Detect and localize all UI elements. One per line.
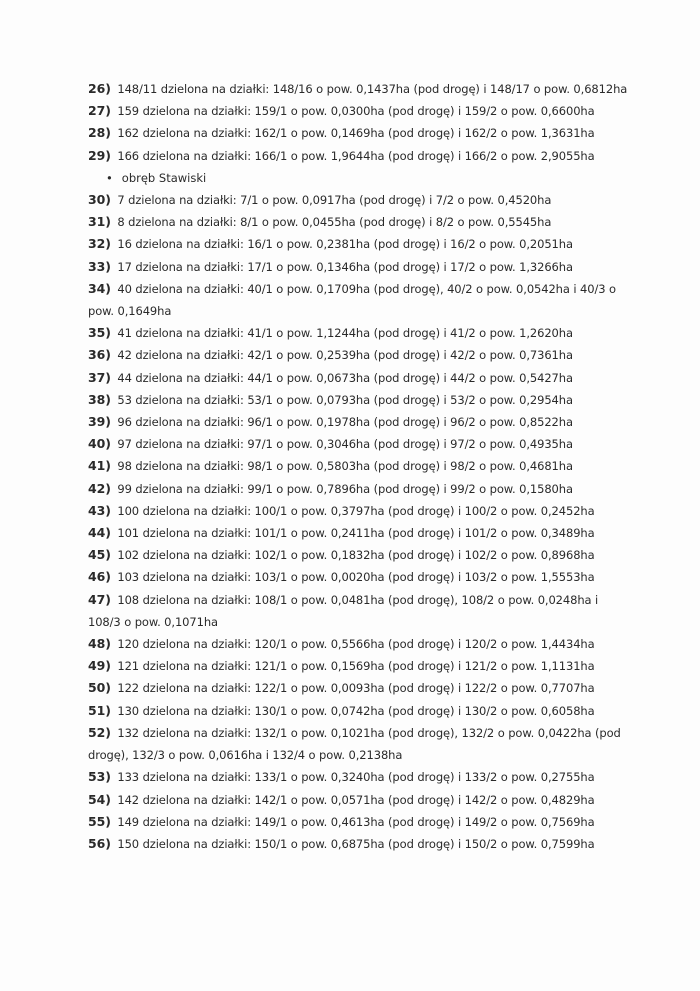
list-item: [88, 789, 630, 811]
item-number: 35): [88, 325, 111, 341]
list-item: [88, 655, 630, 677]
item-number: 55): [88, 813, 111, 829]
item-number: 54): [88, 791, 111, 807]
item-number: 33): [88, 258, 111, 274]
item-text: 121 dzielona na działki: 121/1 o pow. 0,1569ha (pod drogę) i 121/2 o pow. 1,1131ha: [117, 659, 595, 674]
item-number: 28): [88, 125, 111, 141]
list-item: [88, 478, 630, 500]
list-item: [88, 256, 630, 278]
item-number: 48): [88, 636, 111, 652]
item-text: 17 dzielona na działki: 17/1 o pow. 0,1346ha (pod drogę) i 17/2 o pow. 1,3266ha: [117, 259, 573, 274]
item-text: 98 dzielona na działki: 98/1 o pow. 0,5803ha (pod drogę) i 98/2 o pow. 0,4681ha: [117, 459, 573, 474]
item-number: 43): [88, 502, 111, 518]
item-text: 166 dzielona na działki: 166/1 o pow. 1,9644ha (pod drogę) i 166/2 o pow. 2,9055ha: [117, 148, 595, 163]
item-number: 49): [88, 658, 111, 674]
item-number: 31): [88, 214, 111, 230]
list-item: [88, 811, 630, 833]
list-item: [88, 677, 630, 699]
item-number: 32): [88, 236, 111, 252]
list-item: [88, 566, 630, 588]
list-item: [88, 411, 630, 433]
item-number: 34): [88, 280, 111, 296]
item-text: 132 dzielona na działki: 132/1 o pow. 0,1021ha (pod drogę), 132/2 o pow. 0,0422ha (pod drogę), 132/3 o pow. 0,0616ha i 132/4 o pow. 0,2138ha: [88, 725, 621, 763]
list-item: [88, 833, 630, 855]
item-text: 150 dzielona na działki: 150/1 o pow. 0,6875ha (pod drogę) i 150/2 o pow. 0,7599ha: [117, 836, 595, 851]
item-text: 8 dzielona na działki: 8/1 o pow. 0,0455ha (pod drogę) i 8/2 o pow. 0,5545ha: [117, 215, 552, 230]
item-number: 51): [88, 702, 111, 718]
item-number: 56): [88, 835, 111, 851]
list-item: [88, 455, 630, 477]
item-text: 97 dzielona na działki: 97/1 o pow. 0,3046ha (pod drogę) i 97/2 o pow. 0,4935ha: [117, 437, 573, 452]
list-item: [88, 122, 630, 144]
item-text: 96 dzielona na działki: 96/1 o pow. 0,1978ha (pod drogę) i 96/2 o pow. 0,8522ha: [117, 415, 573, 430]
parcel-list-part-1: [88, 78, 630, 167]
list-item: [88, 367, 630, 389]
item-text: 102 dzielona na działki: 102/1 o pow. 0,1832ha (pod drogę) i 102/2 o pow. 0,8968ha: [117, 548, 595, 563]
list-item: [88, 189, 630, 211]
item-number: 40): [88, 436, 111, 452]
item-text: 99 dzielona na działki: 99/1 o pow. 0,7896ha (pod drogę) i 99/2 o pow. 0,1580ha: [117, 481, 573, 496]
item-text: 122 dzielona na działki: 122/1 o pow. 0,0093ha (pod drogę) i 122/2 o pow. 0,7707ha: [117, 681, 595, 696]
item-text: 149 dzielona na działki: 149/1 o pow. 0,4613ha (pod drogę) i 149/2 o pow. 0,7569ha: [117, 814, 595, 829]
item-number: 52): [88, 724, 111, 740]
item-text: 44 dzielona na działki: 44/1 o pow. 0,0673ha (pod drogę) i 44/2 o pow. 0,5427ha: [117, 370, 573, 385]
list-item: [88, 389, 630, 411]
list-item: [88, 544, 630, 566]
item-text: 41 dzielona na działki: 41/1 o pow. 1,1244ha (pod drogę) i 41/2 o pow. 1,2620ha: [117, 326, 573, 341]
item-text: 7 dzielona na działki: 7/1 o pow. 0,0917ha (pod drogę) i 7/2 o pow. 0,4520ha: [117, 193, 552, 208]
list-item: [88, 322, 630, 344]
list-item: [88, 100, 630, 122]
item-text: 53 dzielona na działki: 53/1 o pow. 0,0793ha (pod drogę) i 53/2 o pow. 0,2954ha: [117, 392, 573, 407]
list-item: [88, 233, 630, 255]
item-text: 148/11 dzielona na działki: 148/16 o pow. 0,1437ha (pod drogę) i 148/17 o pow. 0,6812ha: [117, 82, 628, 96]
item-number: 39): [88, 414, 111, 430]
item-number: 50): [88, 680, 111, 696]
item-number: 41): [88, 458, 111, 474]
item-text: 120 dzielona na działki: 120/1 o pow. 0,5566ha (pod drogę) i 120/2 o pow. 1,4434ha: [117, 637, 595, 652]
item-text: 108 dzielona na działki: 108/1 o pow. 0,0481ha (pod drogę), 108/2 o pow. 0,0248ha i 108/3 o pow. 0,1071ha: [88, 592, 599, 629]
item-number: 53): [88, 769, 111, 785]
item-number: 38): [88, 391, 111, 407]
list-item: [88, 522, 630, 544]
item-text: 162 dzielona na działki: 162/1 o pow. 0,1469ha (pod drogę) i 162/2 o pow. 1,3631ha: [117, 126, 595, 141]
list-item: [88, 78, 630, 100]
item-text: 142 dzielona na działki: 142/1 o pow. 0,0571ha (pod drogę) i 142/2 o pow. 0,4829ha: [117, 792, 595, 807]
item-text: 16 dzielona na działki: 16/1 o pow. 0,2381ha (pod drogę) i 16/2 o pow. 0,2051ha: [117, 237, 573, 252]
parcel-list-part-2: [88, 189, 630, 855]
bullet-icon: •: [106, 170, 113, 185]
item-text: 42 dzielona na działki: 42/1 o pow. 0,2539ha (pod drogę) i 42/2 o pow. 0,7361ha: [117, 348, 573, 363]
item-text: 40 dzielona na działki: 40/1 o pow. 0,1709ha (pod drogę), 40/2 o pow. 0,0542ha i 40/3 o pow. 0,1649ha: [88, 281, 616, 319]
section-label: obręb Stawiski: [121, 170, 207, 185]
item-number: 27): [88, 103, 111, 119]
item-number: 44): [88, 525, 111, 541]
item-text: 130 dzielona na działki: 130/1 o pow. 0,0742ha (pod drogę) i 130/2 o pow. 0,6058ha: [117, 703, 595, 718]
item-number: 36): [88, 347, 111, 363]
item-text: 101 dzielona na działki: 101/1 o pow. 0,2411ha (pod drogę) i 101/2 o pow. 0,3489ha: [117, 526, 595, 541]
item-number: 26): [88, 81, 111, 96]
item-text: 159 dzielona na działki: 159/1 o pow. 0,0300ha (pod drogę) i 159/2 o pow. 0,6600ha: [117, 104, 595, 119]
list-item: [88, 500, 630, 522]
list-item: [88, 722, 630, 766]
item-number: 30): [88, 192, 111, 208]
item-text: 100 dzielona na działki: 100/1 o pow. 0,3797ha (pod drogę) i 100/2 o pow. 0,2452ha: [117, 503, 595, 518]
list-item: [88, 278, 630, 322]
item-number: 45): [88, 547, 111, 563]
list-item: [88, 589, 630, 633]
item-number: 29): [88, 147, 111, 163]
item-number: 47): [88, 591, 111, 607]
list-item: [88, 211, 630, 233]
item-text: 133 dzielona na działki: 133/1 o pow. 0,3240ha (pod drogę) i 133/2 o pow. 0,2755ha: [117, 770, 595, 785]
list-item: [88, 633, 630, 655]
item-number: 46): [88, 569, 111, 585]
item-number: 42): [88, 480, 111, 496]
item-text: 103 dzielona na działki: 103/1 o pow. 0,0020ha (pod drogę) i 103/2 o pow. 1,5553ha: [117, 570, 595, 585]
list-item: [88, 700, 630, 722]
section-heading: [88, 167, 630, 189]
list-item: [88, 344, 630, 366]
list-item: [88, 145, 630, 167]
list-item: [88, 433, 630, 455]
list-item: [88, 766, 630, 788]
item-number: 37): [88, 369, 111, 385]
